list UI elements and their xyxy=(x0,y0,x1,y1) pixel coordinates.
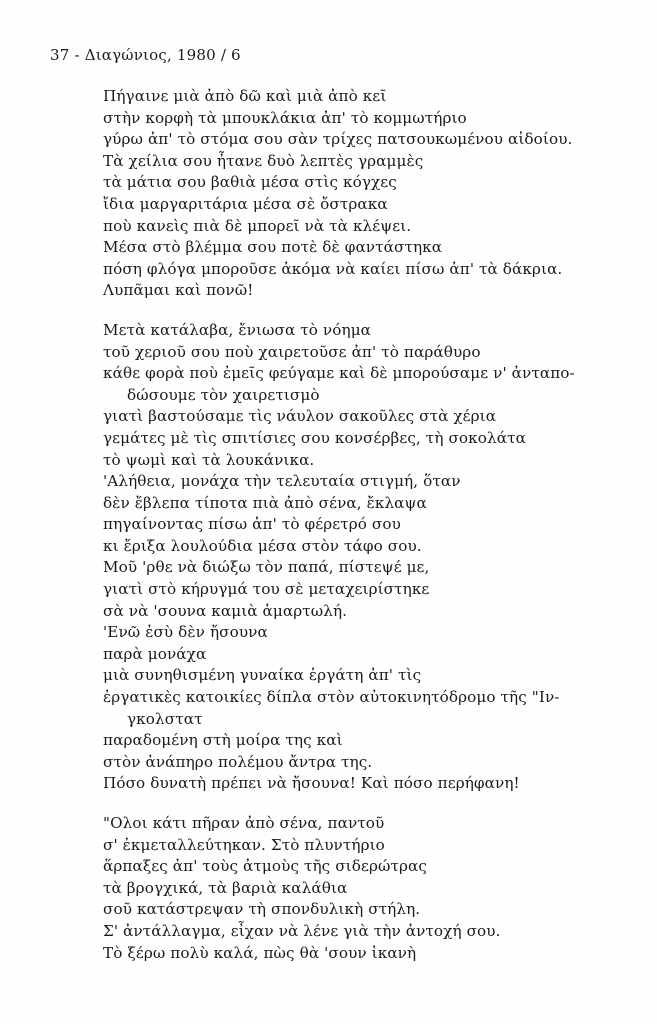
poem-line: γιατὶ στὸ κήρυγμά του σὲ μεταχειρίστηκε xyxy=(103,580,430,599)
stanza xyxy=(103,813,643,964)
poem-line: στὴν κορφὴ τὰ μπουκλάκια ἀπ' τὸ κομμωτήριο xyxy=(103,108,467,127)
poem-line: πόση φλόγα μποροῦσε ἀκόμα νὰ καίει πίσω ἀπ' τὰ δάκρια. xyxy=(103,259,563,278)
poem-line: πηγαίνοντας πίσω ἀπ' τὸ φέρετρό σου xyxy=(103,515,401,534)
poem-line: κάθε φορὰ ποὺ ἐμεῖς φεύγαμε καὶ δὲ μπορούσαμε ν' ἀνταπο- xyxy=(103,364,575,383)
poem-line: ἴδια μαργαριτάρια μέσα σὲ ὄστρακα xyxy=(103,194,388,213)
poem-line: 'Ενῶ ἐσὺ δὲν ἤσουνα xyxy=(103,623,268,642)
poem-line-continuation: δώσουμε τὸν χαιρετισμὸ xyxy=(127,385,320,404)
poem-line: δὲν ἔβλεπα τίποτα πιὰ ἀπὸ σένα, ἔκλαψα xyxy=(103,493,427,512)
poem-line: τοῦ χεριοῦ σου ποὺ χαιρετοῦσε ἀπ' τὸ παράθυρο xyxy=(103,342,481,361)
poem-line: σ' ἐκμεταλλεύτηκαν. Στὸ πλυντήριο xyxy=(103,835,385,854)
page-header: 37 - Διαγώνιος, 1980 / 6 xyxy=(50,46,241,64)
poem-line: σοῦ κατάστρεψαν τὴ σπονδυλικὴ στήλη. xyxy=(103,900,421,919)
stanza xyxy=(103,320,643,795)
poem-line: Τὰ χείλια σου ἦτανε δυὸ λεπτὲς γραμμὲς xyxy=(103,151,424,170)
poem-line: γεμάτες μὲ τὶς σπιτίσιες σου κονσέρβες, τὴ σοκολάτα xyxy=(103,428,526,447)
poem-line: γιατὶ βαστούσαμε τὶς νάυλον σακοῦλες στὰ χέρια xyxy=(103,407,497,426)
poem-body xyxy=(103,86,643,982)
poem-line: κι ἔριξα λουλούδια μέσα στὸν τάφο σου. xyxy=(103,536,422,555)
poem-line: ποὺ κανεὶς πιὰ δὲ μπορεῖ νὰ τὰ κλέψει. xyxy=(103,216,412,235)
poem-line: Μοῦ 'ρθε νὰ διώξω τὸν παπά, πίστεψέ με, xyxy=(103,558,430,577)
poem-line: στὸν ἀνάπηρο πολέμου ἄντρα της. xyxy=(103,752,373,771)
poem-line: παραδομένη στὴ μοίρα της καὶ xyxy=(103,731,343,750)
poem-line: Πόσο δυνατὴ πρέπει νὰ ἤσουνα! Καὶ πόσο περήφανη! xyxy=(103,774,520,793)
poem-line: Λυπᾶμαι καὶ πονῶ! xyxy=(103,281,254,300)
poem-line: Σ' ἀντάλλαγμα, εἶχαν νὰ λένε γιὰ τὴν ἀντοχή σου. xyxy=(103,921,501,940)
poem-line: τὰ μάτια σου βαθιὰ μέσα στὶς κόγχες xyxy=(103,173,397,192)
poem-line: τὰ βρογχικά, τὰ βαριὰ καλάθια xyxy=(103,878,348,897)
poem-line: σὰ νὰ 'σουνα καμιὰ ἁμαρτωλή. xyxy=(103,601,348,620)
poem-line-continuation: γκολστατ xyxy=(127,709,203,728)
poem-line: ἅρπαξες ἀπ' τοὺς ἀτμοὺς τῆς σιδερώτρας xyxy=(103,857,427,876)
poem-line: Μέσα στὸ βλέμμα σου ποτὲ δὲ φαντάστηκα xyxy=(103,238,443,257)
poem-line: ἐργατικὲς κατοικίες δίπλα στὸν αὐτοκινητόδρομο τῆς "Ιν- xyxy=(103,688,560,707)
poem-line: Τὸ ξέρω πολὺ καλά, πὼς θὰ 'σουν ἱκανὴ xyxy=(103,943,417,962)
poem-line: παρὰ μονάχα xyxy=(103,644,207,663)
poem-line: Πήγαινε μιὰ ἀπὸ δῶ καὶ μιὰ ἀπὸ κεῖ xyxy=(103,87,387,105)
poem-line: γύρω ἀπ' τὸ στόμα σου σὰν τρίχες πατσουκωμένου αἰδοίου. xyxy=(103,130,573,149)
poem-line: "Ολοι κάτι πῆραν ἀπὸ σένα, παντοῦ xyxy=(103,814,385,832)
poem-line: Μετὰ κατάλαβα, ἔνιωσα τὸ νόημα xyxy=(103,320,372,339)
poem-line: τὸ ψωμὶ καὶ τὰ λουκάνικα. xyxy=(103,450,315,469)
poem-line: μιὰ συνηθισμένη γυναίκα ἐργάτη ἀπ' τὶς xyxy=(103,666,422,685)
stanza xyxy=(103,86,643,302)
poem-line: 'Αλήθεια, μονάχα τὴν τελευταία στιγμή, ὅταν xyxy=(103,472,461,491)
